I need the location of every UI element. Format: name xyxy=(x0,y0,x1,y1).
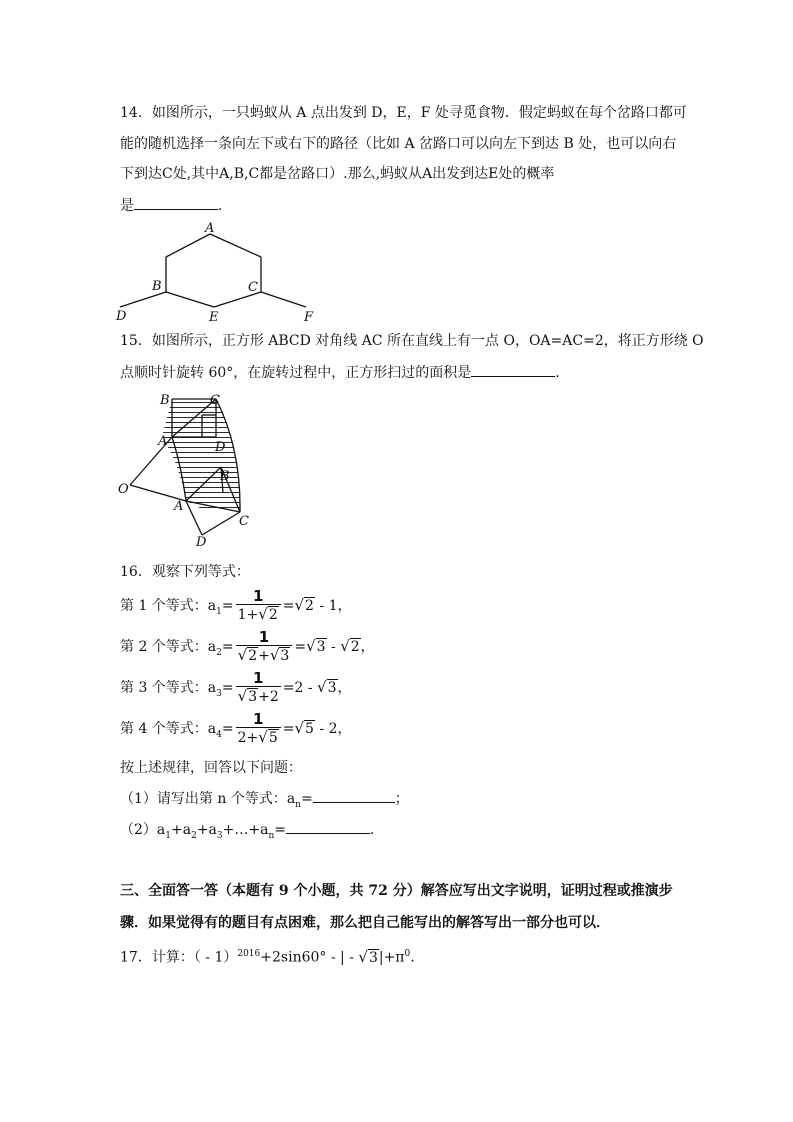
q15-label-c-rotated: C xyxy=(239,514,249,529)
q16-part-2: $(2)a_1+a_2+a_3+\dots+a_n=$ ． xyxy=(120,819,384,846)
eq1-rhs-tail: - 1， xyxy=(314,598,352,614)
eq2-label: 第 2 个等式：a xyxy=(120,639,217,655)
q17-line: 17．计算：（ - 1）$^{2016}$+2sin60° - | - $√3|+\pi^0$. xyxy=(120,947,415,966)
q15-answer-suffix: ． xyxy=(555,365,570,381)
q17-exponent: 2016 xyxy=(237,949,261,959)
eq3-equals: = xyxy=(221,680,234,696)
eq2-rhs-root-1: √3 xyxy=(306,637,326,655)
q15-label-d: D xyxy=(215,440,226,455)
q15-label-c: C xyxy=(210,393,220,408)
q15-label-b-rotated: B xyxy=(220,469,230,484)
eq3-rhs-root: √3 xyxy=(317,678,337,696)
q14-label-f: F xyxy=(304,310,314,325)
q14-label-d: D xyxy=(116,309,127,324)
q16-intro: 16．观察下列等式： xyxy=(120,564,250,580)
q14-label-b: B xyxy=(152,279,162,294)
q14-line-1: 14．如图所示，一只蚂蚁从 A 点出发到 D，E，F 处寻觅食物．假定蚂蚁在每个岔路口都可 xyxy=(120,105,687,121)
q14-line-3: 下到达C处,其中A,B,C都是岔路口）.那么,蚂蚁从A出发到达E处的概率 xyxy=(120,166,555,182)
q14-answer-suffix: ． xyxy=(218,198,232,214)
eq4-label: 第 4 个等式：a xyxy=(120,721,217,737)
q16-equation-1: 第 1 个等式：$a_1=$ $\frac{1}{1+√2}$ =√2 - 1， xyxy=(120,587,352,623)
eq2-rhs-root-2: √2 xyxy=(340,637,360,655)
q14-label-e: E xyxy=(209,310,219,325)
q14-label-a: A xyxy=(205,221,215,236)
eq4-subscript: 4 xyxy=(216,729,222,740)
q16-part-1-blank[interactable] xyxy=(313,788,395,803)
eq1-label: 第 1 个等式：a xyxy=(120,598,217,614)
eq4-fraction: $\frac{1}{2+√5}$ xyxy=(236,711,281,747)
eq4-rhs-root: √5 xyxy=(294,719,314,737)
q14-answer-prefix: 是 xyxy=(120,198,134,214)
section-3-heading-line-1: 三、全面答一答（本题有 9 个小题，共 72 分）解答应写出文字说明，证明过程或推演步 xyxy=(120,883,673,899)
eq3-label: 第 3 个等式：a xyxy=(120,680,217,696)
q15-line-2-text: 点顺时针旋转 60°，在旋转过程中，正方形扫过的面积是 xyxy=(120,365,472,381)
eq1-rhs-root: √2 xyxy=(294,596,314,614)
q14-label-c: C xyxy=(248,280,258,295)
q15-label-o: O xyxy=(118,482,129,497)
q15-label-b: B xyxy=(160,393,170,408)
q14-line-2: 能的随机选择一条向左下或右下的路径（比如 A 岔路口可以向左下到达 B 处，也可以向右 xyxy=(120,136,677,152)
q17-root: √3 xyxy=(358,947,378,966)
q16-equation-2: 第 2 个等式：$a_2=$ $\frac{1}{√2+√3}$ =√3 - √2， xyxy=(120,628,375,664)
eq4-equals: = xyxy=(221,721,234,737)
q15-rotation-diagram xyxy=(110,385,260,550)
eq2-equals: = xyxy=(221,639,234,655)
eq2-subscript: 2 xyxy=(216,647,222,658)
eq3-subscript: 3 xyxy=(216,688,222,699)
q15-answer-blank[interactable] xyxy=(471,362,555,377)
q16-equation-4: 第 4 个等式：$a_4=$ $\frac{1}{2+√5}$ =√5 - 2， xyxy=(120,710,352,746)
eq1-equals: = xyxy=(221,598,234,614)
eq1-fraction: $\frac{1}{1+√2}$ xyxy=(236,588,281,624)
section-3-heading-line-2: 骤．如果觉得有的题目有点困难，那么把自己能写出的解答写出一部分也可以． xyxy=(120,915,610,931)
q15-label-d-rotated: D xyxy=(196,535,207,550)
q16-part-1: （1）请写出第 n 个等式：$a_n=$ ； xyxy=(120,788,409,815)
q14-path-diagram xyxy=(110,218,320,326)
q15-label-a-rotated: A xyxy=(174,499,184,514)
q16-rule: 按上述规律，回答以下问题： xyxy=(120,760,302,776)
q15-line-1: 15．如图所示，正方形 ABCD 对角线 AC 所在直线上有一点 O，OA=AC=2，将正方形绕 O xyxy=(120,333,704,349)
q16-equation-3: 第 3 个等式：$a_3=$ $\frac{1}{√3+2}$ =2 - √3， xyxy=(120,669,352,705)
eq2-fraction: $\frac{1}{√2+√3}$ xyxy=(236,629,293,665)
q14-line-4 xyxy=(120,195,232,216)
eq1-subscript: 1 xyxy=(216,606,222,617)
q14-answer-blank[interactable] xyxy=(134,195,218,210)
eq3-fraction: $\frac{1}{√3+2}$ xyxy=(237,669,279,705)
q15-label-a: A xyxy=(158,434,168,449)
q15-line-2 xyxy=(120,362,569,383)
q16-part-2-blank[interactable] xyxy=(286,819,370,834)
